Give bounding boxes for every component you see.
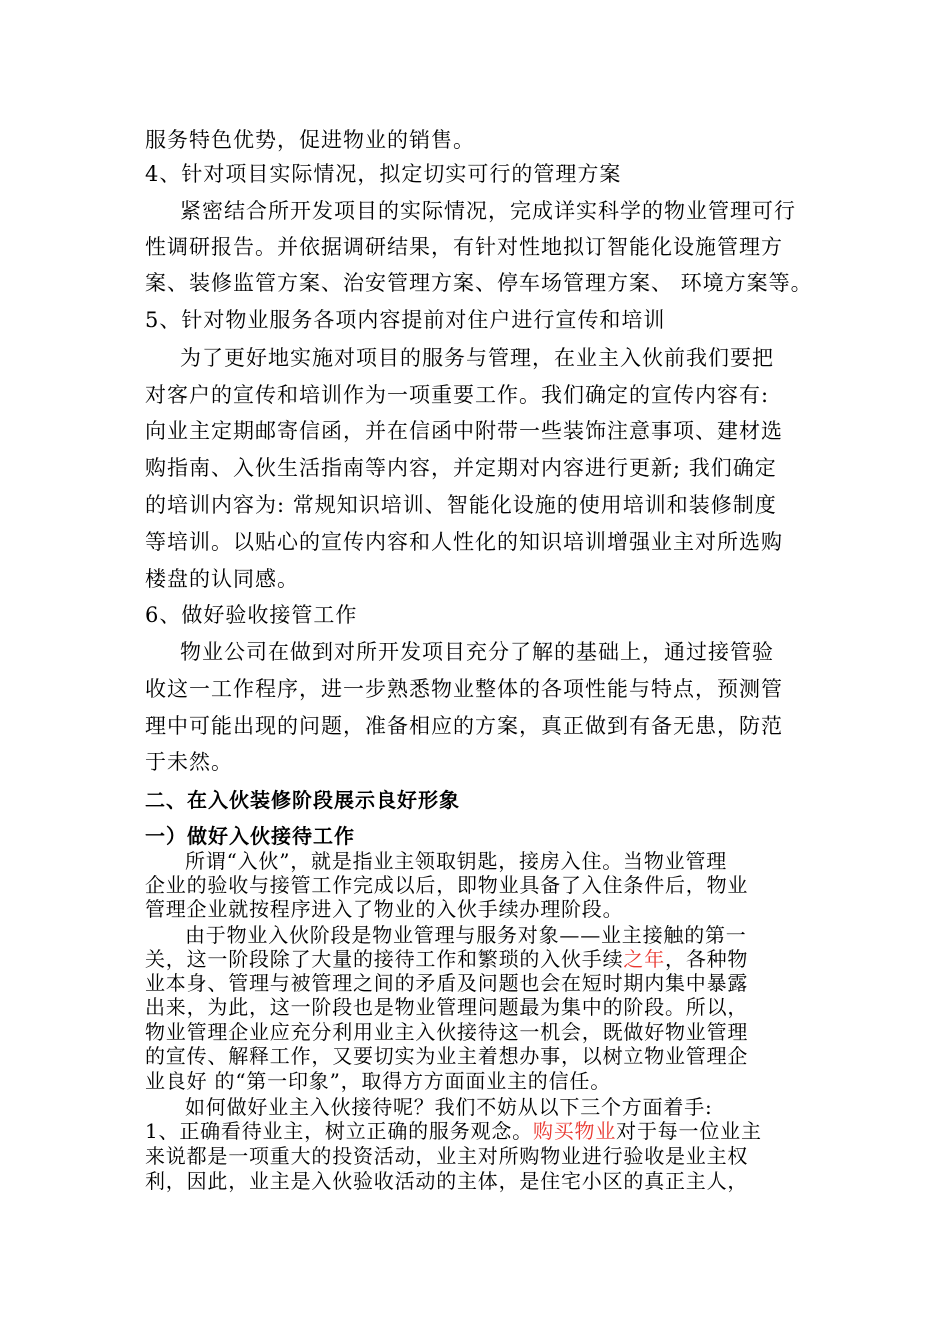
paragraph-line: 对客户的宣传和培训作为一项重要工作。我们确定的宣传内容有: bbox=[145, 383, 770, 407]
section-heading: 5、针对物业服务各项内容提前对住户进行宣传和培训 bbox=[145, 308, 666, 332]
line-text: ，各种物 bbox=[665, 947, 749, 971]
paragraph-line: 服务特色优势，促进物业的销售。 bbox=[145, 128, 475, 152]
paragraph-line: 业良好 的“第一印象”，取得方方面面业主的信任。 bbox=[145, 1069, 612, 1093]
subsection-heading: 一）做好入伙接待工作 bbox=[145, 824, 355, 848]
section-heading: 6、做好验收接管工作 bbox=[145, 603, 358, 627]
paragraph-line: 管理企业就按程序进入了物业的入伙手续办理阶段。 bbox=[145, 897, 624, 921]
paragraph-line: 来说都是一项重大的投资活动，业主对所购物业进行验收是业主权 bbox=[145, 1144, 749, 1168]
paragraph-line: 案、装修监管方案、治安管理方案、停车场管理方案、 环境方案等。 bbox=[145, 271, 813, 295]
paragraph-line: 向业主定期邮寄信函，并在信函中附带一些装饰注意事项、建材选 bbox=[145, 419, 783, 443]
paragraph-line bbox=[145, 948, 748, 971]
paragraph-line: 由于物业入伙阶段是物业管理与服务对象——业主接触的第一 bbox=[185, 923, 747, 947]
paragraph-line: 所谓“入伙”，就是指业主领取钥匙，接房入住。当物业管理 bbox=[185, 849, 728, 873]
paragraph-line: 出来，为此，这一阶段也是物业管理问题最为集中的阶段。所以， bbox=[145, 995, 749, 1019]
paragraph-line: 企业的验收与接管工作完成以后，即物业具备了入住条件后，物业 bbox=[145, 873, 749, 897]
line-text: 对于每一位业主 bbox=[616, 1119, 762, 1143]
paragraph-line: 物业公司在做到对所开发项目充分了解的基础上，通过接管验 bbox=[180, 640, 774, 664]
paragraph-line bbox=[145, 1120, 762, 1143]
paragraph-line: 业本身、管理与被管理之间的矛盾及问题也会在短时期内集中暴露 bbox=[145, 971, 749, 995]
line-text: 关，这一阶段除了大量的接待工作和繁琐的入伙手续 bbox=[145, 947, 624, 971]
paragraph-line: 的培训内容为: 常规知识培训、智能化设施的使用培训和装修制度 bbox=[145, 493, 777, 517]
paragraph-line: 购指南、入伙生活指南等内容，并定期对内容进行更新; 我们确定 bbox=[145, 456, 777, 480]
paragraph-line: 如何做好业主入伙接待呢？我们不妨从以下三个方面着手: bbox=[185, 1095, 713, 1119]
paragraph-line: 于未然。 bbox=[145, 750, 233, 774]
paragraph-line: 利，因此，业主是入伙验收活动的主体，是住宅小区的真正主人， bbox=[145, 1169, 749, 1193]
paragraph-line: 紧密结合所开发项目的实际情况，完成详实科学的物业管理可行 bbox=[180, 199, 796, 223]
paragraph-line: 性调研报告。并依据调研结果，有针对性地拟订智能化设施管理方 bbox=[145, 235, 783, 259]
paragraph-line: 等培训。以贴心的宣传内容和人性化的知识培训增强业主对所选购 bbox=[145, 530, 783, 554]
chapter-heading: 二、在入伙装修阶段展示良好形象 bbox=[145, 788, 460, 812]
paragraph-line: 楼盘的认同感。 bbox=[145, 567, 299, 591]
highlighted-text: 之年 bbox=[623, 947, 666, 971]
paragraph-line: 的宣传、解释工作，又要切实为业主着想办事，以树立物业管理企 bbox=[145, 1044, 749, 1068]
highlighted-text: 购买物业 bbox=[532, 1119, 617, 1143]
paragraph-line: 物业管理企业应充分利用业主入伙接待这一机会，既做好物业管理 bbox=[145, 1020, 749, 1044]
paragraph-line: 为了更好地实施对项目的服务与管理，在业主入伙前我们要把 bbox=[180, 346, 774, 370]
line-text: 1、正确看待业主，树立正确的服务观念。 bbox=[145, 1119, 533, 1143]
paragraph-line: 收这一工作程序，进一步熟悉物业整体的各项性能与特点，预测管 bbox=[145, 677, 783, 701]
paragraph-line: 理中可能出现的问题，准备相应的方案，真正做到有备无患，防范 bbox=[145, 714, 783, 738]
section-heading: 4、针对项目实际情况，拟定切实可行的管理方案 bbox=[145, 162, 622, 186]
